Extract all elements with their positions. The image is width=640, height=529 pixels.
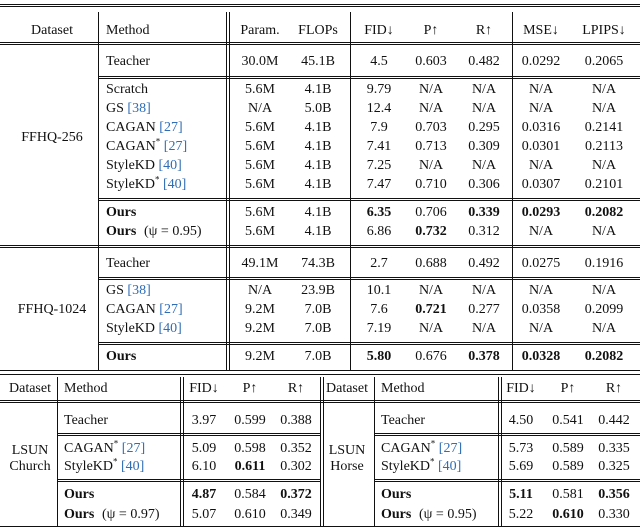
col-header-precision: P↑ [423,23,439,38]
star-marker: * [155,174,160,185]
table-cell: 0.482 [468,54,500,69]
method-cell-ours: Ours [64,487,95,502]
dataset-label: LSUN [328,443,366,458]
table-cell: N/A [528,82,554,97]
col-header-precision: P↑ [560,381,576,396]
table-cell: 9.2M [245,321,275,336]
method-cell [106,322,182,336]
method-cell [106,174,187,192]
method-name: CAGAN [381,441,431,456]
method-cell: Teacher [106,256,151,271]
method-cell-ours: Ours [381,507,412,522]
top-rule [0,374,640,375]
table-cell: N/A [418,283,444,298]
method-name: CAGAN [64,441,114,456]
table-cell: 0.713 [415,139,447,154]
table-cell: N/A [528,224,554,239]
star-marker: * [113,438,119,449]
star-marker: * [113,456,118,467]
table-cell: 0.352 [280,441,312,456]
method-cell [64,438,146,456]
table-cell: N/A [528,283,554,298]
table-cell: 0.541 [552,413,584,428]
method-cell-ours: Ours [106,349,137,364]
psi-setting: (ψ = 0.97) [102,507,160,522]
top-rule [0,4,640,5]
group-rule [98,342,640,343]
table-cell: 0.306 [468,177,500,192]
table-cell: 0.732 [415,224,447,239]
group-rule [374,433,640,434]
table-cell: 5.0B [304,101,332,116]
table-cell: 23.9B [301,283,335,298]
citation-link[interactable]: [38] [127,283,151,298]
star-marker: * [430,438,436,449]
table-cell: 5.69 [508,459,534,474]
table-cell: 0.492 [468,256,500,271]
table-cell: 0.599 [234,413,266,428]
method-cell [106,83,148,97]
column-divider [350,12,351,370]
group-rule [98,277,640,278]
table-cell: 0.589 [552,441,584,456]
table-cell: N/A [591,283,617,298]
table-cell: 4.1B [304,120,332,135]
col-header-recall: R↑ [287,381,305,396]
table-cell: 0.710 [415,177,447,192]
col-header-flops: FLOPs [298,23,338,38]
table-cell: 7.9 [370,120,388,135]
table-cell: N/A [418,82,444,97]
table-cell: 0.0316 [521,120,561,135]
group-rule [98,76,640,77]
table-cell: N/A [591,82,617,97]
citation-link[interactable]: [40] [121,459,145,474]
table-cell: 0.2113 [585,139,623,154]
table-cell: 5.6M [245,82,275,97]
table-cell: 0.721 [415,302,447,317]
method-cell-ours: Ours [64,507,95,522]
table-cell: N/A [418,101,444,116]
bottom-rule [0,370,640,371]
table-cell: N/A [591,224,617,239]
method-cell [106,121,183,135]
col-header-fid: FID↓ [189,381,219,396]
method-cell-ours: Ours [106,205,137,220]
table-cell: 0.584 [234,487,266,502]
table-cell: 0.603 [415,54,447,69]
table-cell: 7.0B [304,321,332,336]
table-cell: 5.22 [508,507,534,522]
table-cell: 0.312 [468,224,500,239]
top-rule-2 [0,6,640,7]
method-name: GS [106,101,124,116]
table-cell: 5.6M [245,177,275,192]
group-rule [98,198,640,199]
table-cell: N/A [528,101,554,116]
col-header-params: Param. [240,23,280,38]
method-name: StyleKD [106,321,155,336]
table-cell: 5.73 [508,441,534,456]
col-header-lpips: LPIPS↓ [582,23,626,38]
method-cell [106,303,183,317]
citation-link[interactable]: [27] [159,302,183,317]
table-cell: N/A [528,321,554,336]
psi-setting: (ψ = 0.95) [419,507,477,522]
column-divider [512,12,513,370]
table-cell: 5.6M [245,139,275,154]
citation-link[interactable]: [27] [121,441,146,456]
col-header-dataset: Dataset [31,23,73,38]
table-cell: 4.1B [304,224,332,239]
table-cell: 7.19 [366,321,392,336]
table-cell: 9.2M [245,302,275,317]
col-header-mse: MSE↓ [523,23,559,38]
star-marker: * [430,456,435,467]
table-cell: 0.335 [598,441,630,456]
table-cell: 4.50 [508,413,534,428]
table-cell: 0.610 [552,507,584,522]
col-header-method: Method [381,381,425,396]
column-divider [226,12,227,370]
group-rule-2 [98,279,640,280]
table-cell: 0.325 [598,459,630,474]
table-cell: 30.0M [241,54,279,69]
method-name: CAGAN [106,302,156,317]
table-cell: 0.2082 [584,205,624,220]
bottom-rule [0,526,640,527]
method-cell: Teacher [106,54,151,69]
dataset-label: FFHQ-256 [21,130,83,145]
method-cell [64,456,145,474]
table-cell: 6.10 [191,459,217,474]
table-cell: 0.706 [415,205,447,220]
method-name: Scratch [106,82,148,97]
table-cell: N/A [591,321,617,336]
table-cell: 74.3B [301,256,335,271]
column-divider [229,12,230,370]
group-rule-2 [374,481,640,482]
group-rule [374,479,640,480]
psi-setting: (ψ = 0.95) [144,224,202,239]
table-cell: 4.1B [304,82,332,97]
table-cell: N/A [247,101,273,116]
group-rule-2 [98,344,640,345]
table-cell: 0.372 [280,487,312,502]
citation-link[interactable]: [40] [158,158,182,173]
column-divider [374,377,375,526]
col-header-dataset: Dataset [9,381,51,396]
table-cell: 7.25 [366,158,392,173]
table-cell: 0.356 [598,487,630,502]
table-cell: 0.277 [468,302,500,317]
dataset-label: Church [9,459,51,474]
table-cell: 0.302 [280,459,312,474]
table-cell: 9.2M [245,349,275,364]
header-rule [0,42,640,43]
table-cell: 0.611 [234,459,266,474]
col-header-fid: FID↓ [364,23,394,38]
table-cell: 0.349 [280,507,312,522]
method-cell: Teacher [64,413,109,428]
group-rule-2 [57,435,320,436]
table-cell: 0.330 [598,507,630,522]
method-name: CAGAN [106,139,156,154]
citation-link[interactable]: [38] [127,101,151,116]
table-cell: N/A [591,101,617,116]
col-header-method: Method [106,23,150,38]
table-cell: 0.2141 [584,120,624,135]
group-rule-2 [98,78,640,79]
col-header-recall: R↑ [605,381,623,396]
table-cell: 0.295 [468,120,500,135]
header-rule-2 [0,44,640,45]
table-cell: N/A [418,321,444,336]
method-cell [106,136,188,154]
col-header-precision: P↑ [242,381,258,396]
citation-link[interactable]: [27] [159,120,183,135]
table-cell: 0.0358 [521,302,561,317]
col-header-fid: FID↓ [506,381,536,396]
column-divider [98,12,99,370]
table-cell: 5.6M [245,224,275,239]
table-cell: 0.0293 [521,205,561,220]
section-rule-2 [0,247,640,248]
table-cell: 4.1B [304,177,332,192]
table-cell: 7.41 [366,139,392,154]
citation-link[interactable]: [27] [163,139,188,154]
table-cell: 5.80 [366,349,392,364]
table-cell: 5.09 [191,441,217,456]
column-divider [57,377,58,526]
table-cell: 6.86 [366,224,392,239]
citation-link[interactable]: [40] [163,177,187,192]
citation-link[interactable]: [40] [438,459,462,474]
table-cell: 0.2101 [584,177,624,192]
table-cell: 0.688 [415,256,447,271]
method-name: GS [106,283,124,298]
table-cell: 0.0301 [521,139,561,154]
table-cell: 4.1B [304,205,332,220]
table-cell: N/A [471,283,497,298]
method-cell [106,159,182,173]
table-cell: 0.703 [415,120,447,135]
citation-link[interactable]: [27] [438,441,463,456]
method-name: StyleKD [64,459,113,474]
table-cell: 0.2082 [584,349,624,364]
group-rule [57,479,320,480]
column-divider [498,377,499,526]
table-cell: 0.0292 [521,54,561,69]
method-name: CAGAN [106,120,156,135]
column-divider [183,377,184,526]
table-cell: 0.2065 [584,54,624,69]
table-cell: N/A [471,101,497,116]
table-cell: 0.2099 [584,302,624,317]
table-cell: 0.378 [468,349,500,364]
table-cell: 4.1B [304,139,332,154]
col-header-dataset: Dataset [326,381,368,396]
table-cell: N/A [471,82,497,97]
column-divider [320,377,321,526]
table-cell: N/A [471,158,497,173]
table-cell: 45.1B [301,54,335,69]
table-cell: 0.610 [234,507,266,522]
table-cell: 6.35 [366,205,392,220]
table-cell: N/A [591,158,617,173]
citation-link[interactable]: [40] [158,321,182,336]
group-rule-2 [98,200,640,201]
table-cell: 7.0B [304,349,332,364]
table-cell: 49.1M [241,256,279,271]
table-cell: 5.07 [191,507,217,522]
table-cell: 0.0307 [521,177,561,192]
table-cell: 4.5 [370,54,388,69]
table-cell: 0.676 [415,349,447,364]
table-cell: 5.6M [245,158,275,173]
dataset-label: LSUN [11,443,49,458]
method-cell [106,102,151,116]
table-cell: 9.79 [366,82,392,97]
group-rule-2 [57,481,320,482]
table-cell: 7.0B [304,302,332,317]
star-marker: * [155,136,161,147]
table-cell: 4.87 [191,487,217,502]
section-rule [0,245,640,246]
method-cell [106,284,151,298]
method-name: StyleKD [106,158,155,173]
method-cell-ours: Ours [106,224,137,239]
table-cell: 5.6M [245,205,275,220]
column-divider [501,377,502,526]
method-cell [381,438,463,456]
table-cell: 5.6M [245,120,275,135]
dataset-label: Horse [330,459,364,474]
table-cell: 0.309 [468,139,500,154]
group-rule-2 [374,435,640,436]
table-cell: 4.1B [304,158,332,173]
table-cell: 5.11 [509,487,533,502]
method-name: StyleKD [381,459,430,474]
table-cell: 7.47 [366,177,392,192]
dataset-label: FFHQ-1024 [17,302,87,317]
table-cell: 0.388 [280,413,312,428]
column-divider [323,377,324,526]
method-cell [381,456,462,474]
table-cell: N/A [471,321,497,336]
table-cell: 0.581 [552,487,584,502]
table-cell: 0.0328 [521,349,561,364]
table-cell: N/A [418,158,444,173]
table-cell: 7.6 [370,302,388,317]
method-name: StyleKD [106,177,155,192]
table-cell: 0.589 [552,459,584,474]
table-cell: N/A [528,158,554,173]
method-cell: Teacher [381,413,426,428]
table-cell: N/A [247,283,273,298]
table-cell: 0.442 [598,413,630,428]
table-cell: 3.97 [191,413,217,428]
table-cell: 2.7 [370,256,388,271]
column-divider [180,377,181,526]
table-cell: 0.339 [468,205,500,220]
table-cell: 0.1916 [584,256,624,271]
col-header-recall: R↑ [475,23,493,38]
col-header-method: Method [64,381,108,396]
table-cell: 12.4 [366,101,392,116]
table-cell: 10.1 [366,283,392,298]
method-cell-ours: Ours [381,487,412,502]
group-rule [57,433,320,434]
table-cell: 0.598 [234,441,266,456]
table-cell: 0.0275 [521,256,561,271]
